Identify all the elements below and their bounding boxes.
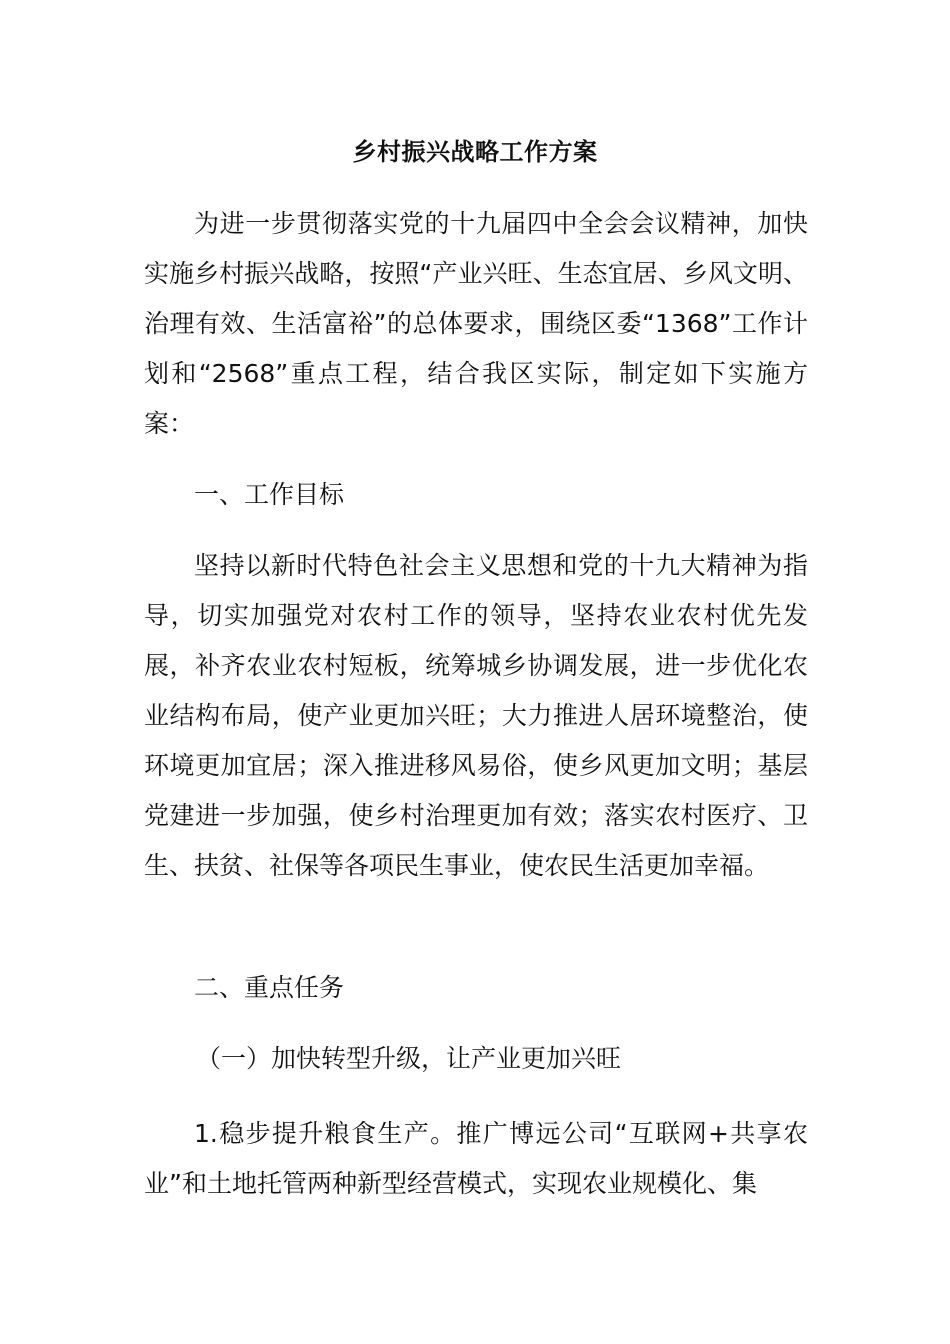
section-heading-goals: 一、工作目标 bbox=[194, 480, 345, 509]
goals-paragraph: 坚持以新时代特色社会主义思想和党的十九大精神为指导，切实加强党对农村工作的领导，坚持农业农村优先发展，补齐农业农村短板，统筹城乡协调发展，进一步优化农业结构布局，使产业更加兴旺；大力推进人居环境整治，使环境更加宜居；深入推进移风易俗，使乡风更加文明；基层党建进一步加强，使乡村治理更加有效；落实农村医疗、卫生、扶贫、社保等各项民生事业，使农民生活更加幸福。 bbox=[144, 551, 808, 880]
intro-paragraph: 为进一步贯彻落实党的十九届四中全会会议精神，加快实施乡村振兴战略，按照“产业兴旺、生态宜居、乡风文明、治理有效、生活富裕”的总体要求，围绕区委“1368”工作计划和“2568”重点工程，结合我区实际，制定如下实施方案： bbox=[144, 209, 808, 438]
document-title: 乡村振兴战略工作方案 bbox=[352, 138, 598, 166]
section-heading-tasks: 二、重点任务 bbox=[194, 973, 345, 1002]
subsection-heading-industry: （一）加快转型升级，让产业更加兴旺 bbox=[196, 1044, 622, 1073]
item-paragraph-grain: 1.稳步提升粮食生产。推广博远公司“互联网+共享农业”和土地托管两种新型经营模式，实现农业规模化、集 bbox=[144, 1119, 808, 1198]
